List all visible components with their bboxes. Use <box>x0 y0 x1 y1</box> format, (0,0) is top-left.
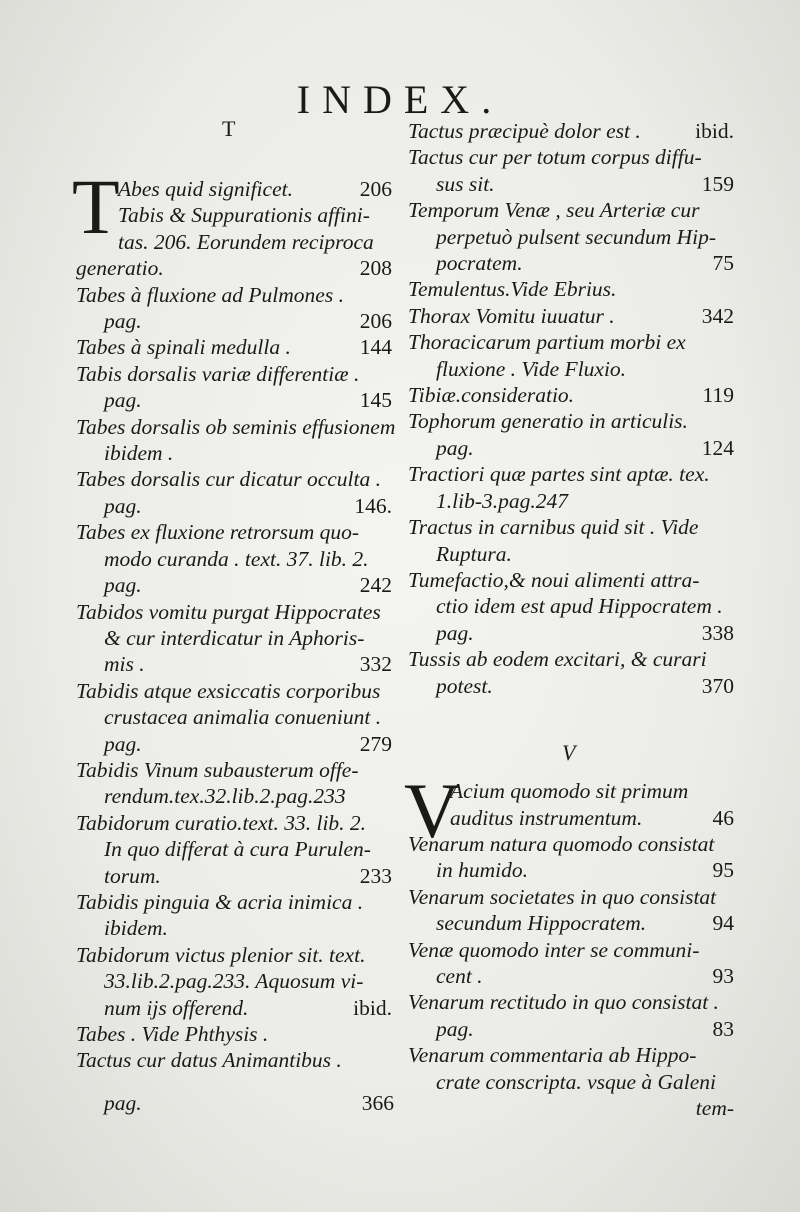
index-entry-line <box>76 387 392 413</box>
index-entry-line <box>76 572 392 598</box>
left-column <box>72 163 396 1074</box>
page-number: 83 <box>712 1016 734 1041</box>
entry-text: mis . <box>104 652 145 677</box>
drop-cap: T <box>72 163 120 250</box>
entry-text: Tactus cur per totum corpus diffu- <box>408 145 702 170</box>
entry-text: Tabes . Vide Phthysis . <box>76 1022 269 1046</box>
entry-text: Temporum Venæ , seu Arteriæ cur <box>408 198 700 223</box>
index-entry-line <box>408 910 734 936</box>
entry-text: Venarum rectitudo in quo consistat . <box>408 990 719 1015</box>
entry-text: Tumefactio,& noui alimenti attra- <box>408 567 700 592</box>
index-entry-line <box>408 646 734 672</box>
index-entry-line <box>76 414 396 440</box>
entry-text: auditus instrumentum. <box>450 805 643 830</box>
index-entry-line <box>408 303 734 329</box>
index-entry-line <box>76 810 392 836</box>
index-entry-line <box>408 937 734 963</box>
index-entry-line <box>408 1069 734 1095</box>
index-entry-line <box>408 857 734 883</box>
index-entry-line <box>408 673 734 699</box>
index-entry-line <box>408 329 734 355</box>
entry-text: potest. <box>436 673 493 698</box>
index-entry-line <box>76 308 392 334</box>
entry-text: Tabes à fluxione ad Pulmones . <box>76 282 344 307</box>
entry-text: pocratem. <box>436 251 523 276</box>
index-entry-line <box>408 408 734 434</box>
page-number: 242 <box>359 573 392 598</box>
entry-text: Tophorum generatio in articulis. <box>408 409 688 434</box>
index-entry-line <box>76 282 392 308</box>
entry-text: Tabidorum curatio.text. 33. lib. 2. <box>76 810 367 835</box>
index-entry-line <box>76 968 392 994</box>
index-entry-line <box>76 757 392 783</box>
footer-pag: pag. <box>104 1091 142 1115</box>
entry-text: Tabes ex fluxione retrorsum quo- <box>76 520 360 545</box>
entry-text: Temulentus.Vide Ebrius. <box>408 277 617 302</box>
entry-text: pag. <box>436 1016 474 1041</box>
entry-text: Venarum commentaria ab Hippo- <box>408 1043 697 1068</box>
page-number: 206 <box>359 309 392 334</box>
entry-text: cent . <box>436 963 483 988</box>
page-number: 93 <box>712 963 734 988</box>
index-entry-line <box>408 989 734 1015</box>
entry-text: pag. <box>436 620 474 645</box>
entry-text: & cur interdicatur in Aphoris- <box>104 625 365 650</box>
index-entry-line <box>76 493 392 519</box>
entry-text: modo curanda . text. 37. lib. 2. <box>104 546 369 571</box>
entry-text: Tabes dorsalis ob seminis effusionem <box>76 414 396 439</box>
index-entry-line <box>76 202 392 228</box>
entry-text: generatio. <box>76 256 164 281</box>
entry-text: ctio idem est apud Hippocratem . <box>436 594 723 619</box>
entry-text: crate conscripta. vsque à Galeni <box>436 1069 717 1094</box>
entry-text: ibidem. <box>104 916 168 941</box>
entry-text: pag. <box>104 388 142 413</box>
index-entry-line <box>76 625 392 651</box>
footer-number: 366 <box>361 1091 394 1115</box>
index-entry-line <box>76 519 392 545</box>
entry-text: pag. <box>104 731 142 756</box>
page-number: 206 <box>359 177 392 201</box>
index-entry-line <box>76 466 392 492</box>
index-entry-line <box>76 836 392 862</box>
entry-text: Tabes dorsalis cur dicatur occulta . <box>76 467 381 492</box>
index-entry-line <box>408 435 734 461</box>
drop-cap: V <box>404 767 461 855</box>
index-entry-line <box>76 1021 392 1047</box>
page-number: 124 <box>701 435 734 460</box>
index-entry-line <box>408 197 734 223</box>
entry-text: Tussis ab eodem excitari, & curari <box>408 647 707 672</box>
entry-text: Tactus præcipuè dolor est . <box>408 119 641 143</box>
index-entry-line <box>408 382 734 408</box>
entry-text: Venarum natura quomodo consistat <box>408 831 715 856</box>
entry-text: Venæ quomodo inter se communi- <box>408 937 700 962</box>
page-number: 370 <box>701 673 734 698</box>
index-entry-line <box>408 963 734 989</box>
index-entry-line <box>408 1095 734 1121</box>
right-column <box>404 118 734 1121</box>
page-number: ibid. <box>695 119 734 143</box>
index-entry-line <box>408 805 734 831</box>
index-entry-line <box>408 541 734 567</box>
index-entry-line <box>408 276 734 302</box>
page-number: 342 <box>701 303 734 328</box>
page-number: 332 <box>359 652 392 677</box>
entry-text: tem- <box>695 1096 734 1120</box>
index-entry-line <box>408 356 734 382</box>
page-number: 145 <box>359 388 392 413</box>
entry-text: 1.lib-3.pag.247 <box>436 488 568 513</box>
entry-text: Tabes à spinali medulla . <box>76 335 291 360</box>
index-entry-line <box>76 229 392 255</box>
page-number: 146. <box>354 493 392 518</box>
index-entry-line <box>408 250 734 276</box>
page-number: ibid. <box>353 995 392 1020</box>
section-letter-v: V <box>562 740 576 765</box>
page-number: 144 <box>359 335 392 360</box>
entry-text: Thoracicarum partium morbi ex <box>408 330 686 355</box>
page-number: 75 <box>712 251 734 276</box>
entry-text: Tabidis atque exsiccatis corporibus <box>76 678 381 703</box>
entry-text: Tractiori quæ partes sint aptæ. tex. <box>408 462 710 487</box>
page-number: 95 <box>712 858 734 883</box>
index-entry-line <box>408 118 734 144</box>
page-number: 338 <box>701 620 734 645</box>
page-number: 233 <box>359 863 392 888</box>
entry-text: Ruptura. <box>436 541 512 566</box>
index-entry-line <box>408 831 734 857</box>
entry-text: Tactus cur datus Animantibus . <box>76 1048 342 1073</box>
index-entry-line <box>76 678 392 704</box>
index-entry-line <box>408 461 734 487</box>
entry-text: torum. <box>104 863 161 888</box>
index-entry-line <box>408 171 734 197</box>
index-entry-line <box>76 995 392 1021</box>
section-letter-t: T <box>222 116 236 141</box>
entry-text: sus sit. <box>436 171 495 196</box>
index-entry-line <box>76 361 392 387</box>
index-entry-line <box>408 593 734 619</box>
index-entry-line <box>76 651 392 677</box>
page-number: 94 <box>712 911 734 936</box>
index-entry-line <box>76 440 392 466</box>
page-number: 159 <box>701 171 734 196</box>
entry-text: pag. <box>104 573 142 598</box>
index-entry-line <box>76 255 392 281</box>
index-entry-line <box>408 488 734 514</box>
entry-text: in humido. <box>436 858 528 883</box>
entry-text: Acium quomodo sit primum <box>450 779 689 804</box>
page-number: 208 <box>359 256 392 281</box>
index-entry-line <box>76 889 392 915</box>
entry-text: Tabis & Suppurationis affini- <box>118 203 370 228</box>
left-footer-line <box>104 1090 394 1116</box>
index-entry-line <box>76 546 392 572</box>
index-entry-line <box>408 1042 734 1068</box>
index-entry-line <box>408 567 734 593</box>
entry-text: pag. <box>104 493 142 518</box>
entry-text: ibidem . <box>104 441 174 466</box>
index-entry-line <box>76 334 392 360</box>
page-number: 279 <box>359 731 392 756</box>
entry-text: Tabis dorsalis variæ differentiæ . <box>76 361 360 386</box>
entry-text: Tabidis pinguia & acria inimica . <box>76 889 364 914</box>
entry-text: 33.lib.2.pag.233. Aquosum vi- <box>104 969 364 994</box>
index-entry-line <box>408 1016 734 1042</box>
entry-text: Abes quid significet. <box>118 177 293 201</box>
entry-text: tas. 206. Eorundem reciproca <box>118 229 374 254</box>
entry-text: Tabidos vomitu purgat Hippocrates <box>76 599 381 624</box>
entry-text: Tabidorum victus plenior sit. text. <box>76 942 366 967</box>
entry-text: secundum Hippocratem. <box>436 911 647 936</box>
index-entry-line <box>76 1047 392 1073</box>
entry-text: In quo differat à cura Purulen- <box>104 837 371 862</box>
index-entry-line <box>76 942 392 968</box>
entry-text: Venarum societates in quo consistat <box>408 884 717 909</box>
entry-text: pag. <box>104 309 142 334</box>
entry-text: num ijs offerend. <box>104 995 249 1020</box>
index-entry-line <box>408 144 734 170</box>
index-entry-line <box>76 704 392 730</box>
index-entry-line <box>408 224 734 250</box>
entry-text: Tibiæ.consideratio. <box>408 383 575 408</box>
index-entry-line <box>408 884 734 910</box>
entry-text: pag. <box>436 435 474 460</box>
page-header: INDEX. <box>296 77 504 122</box>
entry-text: crustacea animalia conueniunt . <box>104 705 382 730</box>
index-entry-line <box>76 915 392 941</box>
index-entry-line <box>76 599 392 625</box>
index-entry-line <box>76 783 392 809</box>
entry-text: rendum.tex.32.lib.2.pag.233 <box>104 784 346 809</box>
index-entry-line <box>408 620 734 646</box>
entry-text: fluxione . Vide Fluxio. <box>436 356 627 381</box>
index-entry-line <box>408 514 734 540</box>
entry-text: Tractus in carnibus quid sit . Vide <box>408 515 699 540</box>
page-number: 119 <box>702 383 734 408</box>
page-number: 46 <box>712 805 734 830</box>
index-entry-line <box>76 863 392 889</box>
index-entry-line <box>76 731 392 757</box>
entry-text: Tabidis Vinum subausterum offe- <box>76 757 359 782</box>
entry-text: perpetuò pulsent secundum Hip- <box>436 224 717 249</box>
entry-text: Thorax Vomitu iuuatur . <box>408 303 615 328</box>
